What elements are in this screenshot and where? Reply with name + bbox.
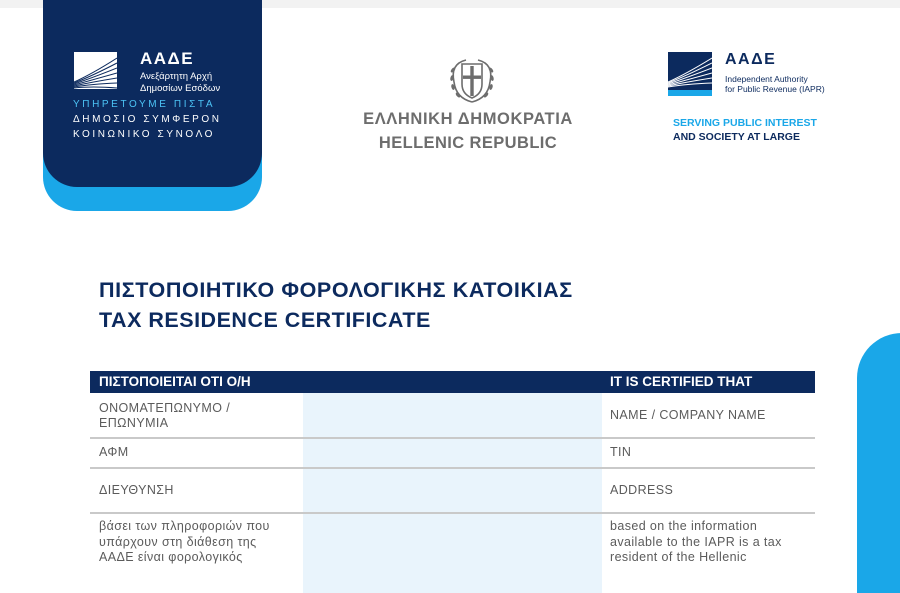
row-label-greek: ΑΦΜ: [99, 445, 129, 459]
table-row-tin: [90, 439, 815, 469]
row-label-greek: ΟΝΟΜΑΤΕΠΩΝΥΜΟ / ΕΠΩΝΥΜΙΑ: [99, 401, 231, 430]
row-label-english: NAME / COMPANY NAME: [610, 408, 766, 422]
logo-name: ΑΑΔΕ: [140, 49, 195, 68]
row-label-english: TIN: [610, 445, 632, 459]
right-motto-line2: AND SOCIETY AT LARGE: [673, 131, 800, 143]
decorative-edge-shape: [857, 333, 900, 593]
certificate-title-english: TAX RESIDENCE CERTIFICATE: [99, 308, 431, 332]
certificate-title-greek: ΠΙΣΤΟΠΟΙΗΤΙΚΟ ΦΟΡΟΛΟΓΙΚΗΣ ΚΑΤΟΙΚΙΑΣ: [99, 278, 573, 302]
table-row-name: [90, 393, 815, 439]
right-logo-subtitle: [725, 74, 825, 94]
right-logo-subtitle-line1: Independent Authority: [725, 74, 808, 84]
table-row-address: [90, 469, 815, 514]
logo-motto-line3: ΚΟΙΝΩΝΙΚΟ ΣΥΝΟΛΟ: [73, 129, 216, 140]
greek-coat-of-arms-icon: [444, 52, 500, 108]
certificate-table: [90, 371, 815, 574]
republic-name-greek: ΕΛΛΗΝΙΚΗ ΔΗΜΟΚΡΑΤΙΑ: [363, 110, 573, 128]
table-header-right: IT IS CERTIFIED THAT: [610, 374, 753, 389]
table-header: [90, 371, 815, 393]
right-logo-subtitle-line2: for Public Revenue (IAPR): [725, 84, 825, 94]
row-text-greek: βάσει των πληροφοριών που υπάρχουν στη διάθεση της ΑΑΔΕ είναι φορολογικός: [99, 519, 270, 564]
logo-subtitle-line1: Ανεξάρτητη Αρχή: [140, 71, 213, 82]
row-label-greek: ΔΙΕΥΘΥΝΣΗ: [99, 483, 174, 497]
iapr-logo-icon: [668, 52, 712, 96]
right-motto-line1: SERVING PUBLIC INTEREST: [673, 117, 817, 129]
logo-subtitle: [140, 71, 220, 94]
row-text-english: based on the information available to the IAPR is a tax resident of the Hellenic: [610, 519, 782, 564]
logo-motto-line1: ΥΠΗΡΕΤΟΥΜΕ ΠΙΣΤΑ: [73, 99, 216, 110]
aade-logo-icon: [74, 52, 117, 95]
aade-logo-block: [43, 0, 262, 211]
right-logo-name: ΑΑΔΕ: [725, 51, 777, 68]
republic-name-english: HELLENIC REPUBLIC: [378, 134, 558, 152]
logo-subtitle-line2: Δημοσίων Εσόδων: [140, 82, 221, 94]
table-row-residence: [90, 514, 815, 574]
table-header-left: ΠΙΣΤΟΠΟΙΕΙΤΑΙ ΟΤΙ Ο/Η: [99, 374, 251, 389]
row-label-english: ADDRESS: [610, 483, 674, 497]
logo-motto-line2: ΔΗΜΟΣΙΟ ΣΥΜΦΕΡΟΝ: [73, 114, 222, 125]
